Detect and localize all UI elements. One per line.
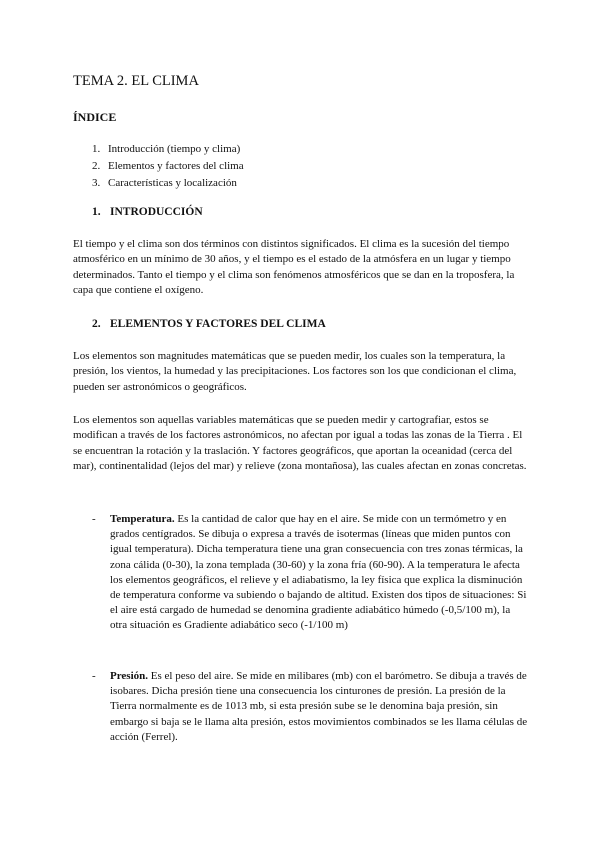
intro-paragraph: El tiempo y el clima son dos términos con distintos significados. El clima es la sucesión del tiempo atmosférico en un mínimo de 30 años, y el tiempo es el estado de la atmósfera en un lugar y tiempo determinados. Tanto el tiempo y el clima son fenómenos atmosféricos que se dan en la troposfera, la capa que contiene el oxígeno. <box>73 238 515 296</box>
elements-paragraph-1: Los elementos son magnitudes matemáticas que se pueden medir, los cuales son la temperatura, la presión, los vientos, la humedad y las precipitaciones. Los factores son los que condicionan el clima, pueden ser astronómicos o geográficos. <box>73 350 517 393</box>
bullet-term: Presión. <box>110 670 148 682</box>
toc-item: 1. Introducción (tiempo y clima) <box>92 143 241 155</box>
section-heading-introduccion: 1. INTRODUCCIÓN <box>92 206 203 218</box>
bullet-presion: - Presión. Es el peso del aire. Se mide en milibares (mb) con el barómetro. Se dibuja a través de isobares. Dicha presión tiene una consecuencia los cinturones de presión. La presión de la Tierra normalmente es de 1013 mb, si esta presión sube se le denomina baja presión, sin embargo si baja se le llama alta presión, estos movimientos combinados se les llama células de acción (Ferrel). <box>92 670 528 743</box>
document-title: TEMA 2. EL CLIMA <box>73 73 199 89</box>
section-heading-elementos: 2. ELEMENTOS Y FACTORES DEL CLIMA <box>92 318 326 330</box>
table-of-contents <box>92 141 244 192</box>
elements-paragraph-2: Los elementos son aquellas variables matemáticas que se pueden medir y cartografiar, estos se modifican a través de los factores astronómicos, no afectan por igual a todas las zonas de la Tierra . El se encuentran la rotación y la traslación. Y factores geográficos, que aportan la oceanidad (cerca del mar), continentalidad (lejos del mar) y relieve (zona montañosa), las cuales afectan en zonas concretas. <box>73 414 527 472</box>
bullet-temperatura: - Temperatura. Es la cantidad de calor que hay en el aire. Se mide con un termómetro y en grados centígrados. Se dibuja o expresa a través de isotermas (líneas que miden puntos con igual temperatura). Dicha temperatura tiene una gran consecuencia con tres zonas térmicas, la zona cálida (0-30), la zona templada (30-60) y la zona fría (60-90). A la temperatura le afecta los elementos geográficos, el relieve y el adiabatismo, la ley física que explica la disminución de temperatura conforme va subiendo o bajando de altitud. Existen dos tipos de situaciones: Si el aire está cargado de humedad se denomina gradiente adiabático húmedo (-0,5/100 m), la otra situación es Gradiente adiabático seco (-1/100 m) <box>92 513 527 632</box>
index-heading: ÍNDICE <box>73 110 117 124</box>
toc-item: 2. Elementos y factores del clima <box>92 160 244 172</box>
bullet-term: Temperatura. <box>110 513 175 525</box>
toc-item: 3. Características y localización <box>92 177 237 189</box>
